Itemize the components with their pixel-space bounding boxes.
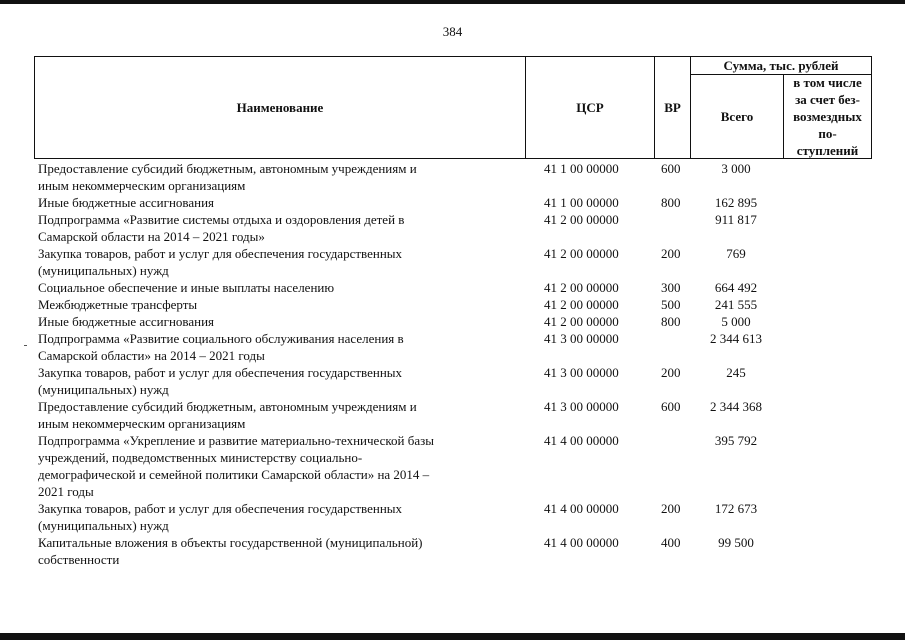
row-total: 2 344 368 xyxy=(710,399,762,414)
row-name-line: Самарской области» на 2014 – 2021 годы xyxy=(38,348,265,363)
row-name-line: Закупка товаров, работ и услуг для обеспечения государственных xyxy=(38,246,403,261)
page-number: 384 xyxy=(442,24,463,39)
row-name-line: Закупка товаров, работ и услуг для обеспечения государственных xyxy=(38,365,403,380)
scan-speck xyxy=(24,345,27,346)
header-incl-line: в том числе xyxy=(793,75,862,90)
row-name xyxy=(38,160,518,194)
row-total: 911 817 xyxy=(715,212,757,227)
row-name xyxy=(38,398,518,432)
header-vr: ВР xyxy=(664,100,681,115)
header-csr: ЦСР xyxy=(576,100,604,115)
row-csr: 41 2 00 00000 xyxy=(544,280,619,295)
row-name-line: демографической и семейной политики Самарской области» на 2014 – xyxy=(38,467,430,482)
table-row xyxy=(0,364,905,398)
header-incl-grants xyxy=(784,75,871,158)
row-name-line: Подпрограмма «Развитие социального обслуживания населения в xyxy=(38,331,404,346)
row-name-line: Подпрограмма «Развитие системы отдыха и оздоровления детей в xyxy=(38,212,405,227)
row-vr: 300 xyxy=(661,280,681,295)
header-bottom-border xyxy=(34,158,872,159)
row-name xyxy=(38,279,518,296)
row-name xyxy=(38,313,518,330)
scan-bottom-border xyxy=(0,633,905,640)
header-incl-line: ступлений xyxy=(796,143,859,158)
header-total: Всего xyxy=(720,109,754,124)
row-name-line: Закупка товаров, работ и услуг для обеспечения государственных xyxy=(38,501,403,516)
row-total: 3 000 xyxy=(721,161,751,176)
row-vr: 400 xyxy=(661,535,681,550)
row-csr: 41 4 00 00000 xyxy=(544,501,619,516)
row-name-line: Социальное обеспечение и иные выплаты населению xyxy=(38,280,335,295)
table-row xyxy=(0,500,905,534)
table-row xyxy=(0,313,905,330)
row-vr: 800 xyxy=(661,314,681,329)
row-csr: 41 3 00 00000 xyxy=(544,399,619,414)
row-total: 245 xyxy=(726,365,746,380)
row-total: 664 492 xyxy=(714,280,758,295)
row-name xyxy=(38,194,518,211)
row-csr: 41 3 00 00000 xyxy=(544,365,619,380)
row-total: 99 500 xyxy=(718,535,754,550)
row-csr: 41 2 00 00000 xyxy=(544,314,619,329)
table-row xyxy=(0,279,905,296)
row-name-line: Самарской области на 2014 – 2021 годы» xyxy=(38,229,265,244)
row-name-line: Иные бюджетные ассигнования xyxy=(38,195,215,210)
header-incl-line: за счет без- xyxy=(795,92,860,107)
row-name-line: Подпрограмма «Укрепление и развитие материально-технической базы xyxy=(38,433,435,448)
row-name-line: (муниципальных) нужд xyxy=(38,263,169,278)
row-total: 5 000 xyxy=(721,314,751,329)
row-total: 241 555 xyxy=(714,297,758,312)
row-name xyxy=(38,330,518,364)
row-csr: 41 1 00 00000 xyxy=(544,195,619,210)
header-sum-group: Сумма, тыс. рублей xyxy=(723,58,839,73)
table-row xyxy=(0,296,905,313)
scan-top-border xyxy=(0,0,905,4)
row-name-line: иным некоммерческим организациям xyxy=(38,178,246,193)
header-name: Наименование xyxy=(236,100,324,115)
row-total: 2 344 613 xyxy=(710,331,762,346)
row-vr: 200 xyxy=(661,365,681,380)
row-vr: 500 xyxy=(661,297,681,312)
row-name xyxy=(38,500,518,534)
table-row xyxy=(0,432,905,500)
row-csr: 41 3 00 00000 xyxy=(544,331,619,346)
row-csr: 41 1 00 00000 xyxy=(544,161,619,176)
row-name-line: учреждений, подведомственных министерству социально- xyxy=(38,450,363,465)
row-name xyxy=(38,432,518,500)
table-header xyxy=(34,56,872,159)
row-csr: 41 4 00 00000 xyxy=(544,433,619,448)
row-vr: 200 xyxy=(661,246,681,261)
header-incl-line: возмездных xyxy=(793,109,862,124)
row-name-line: Предоставление субсидий бюджетным, автономным учреждениям и xyxy=(38,399,417,414)
row-csr: 41 2 00 00000 xyxy=(544,212,619,227)
row-name xyxy=(38,296,518,313)
table-row xyxy=(0,534,905,568)
row-vr: 600 xyxy=(661,161,681,176)
row-name-line: иным некоммерческим организациям xyxy=(38,416,246,431)
row-name-line: Капитальные вложения в объекты государственной (муниципальной) xyxy=(38,535,423,550)
row-name-line: (муниципальных) нужд xyxy=(38,518,169,533)
header-right-border xyxy=(871,56,872,159)
row-name xyxy=(38,245,518,279)
table-row xyxy=(0,398,905,432)
table-row xyxy=(0,194,905,211)
table-body xyxy=(0,160,905,568)
row-name-line: Предоставление субсидий бюджетным, автономным учреждениям и xyxy=(38,161,417,176)
row-name-line: (муниципальных) нужд xyxy=(38,382,169,397)
table-row xyxy=(0,160,905,194)
table-row xyxy=(0,245,905,279)
row-vr: 600 xyxy=(661,399,681,414)
row-total: 172 673 xyxy=(714,501,758,516)
row-vr: 800 xyxy=(661,195,681,210)
row-csr: 41 4 00 00000 xyxy=(544,535,619,550)
row-name-line: собственности xyxy=(38,552,120,567)
header-incl-line: по- xyxy=(818,126,837,141)
row-total: 395 792 xyxy=(714,433,758,448)
row-name xyxy=(38,534,518,568)
row-total: 162 895 xyxy=(714,195,758,210)
row-name-line: Межбюджетные трансферты xyxy=(38,297,198,312)
table-row xyxy=(0,211,905,245)
table-row xyxy=(0,330,905,364)
row-total: 769 xyxy=(726,246,746,261)
row-name-line: 2021 годы xyxy=(38,484,94,499)
row-name-line: Иные бюджетные ассигнования xyxy=(38,314,215,329)
row-name xyxy=(38,364,518,398)
row-name xyxy=(38,211,518,245)
row-csr: 41 2 00 00000 xyxy=(544,246,619,261)
row-vr: 200 xyxy=(661,501,681,516)
row-csr: 41 2 00 00000 xyxy=(544,297,619,312)
